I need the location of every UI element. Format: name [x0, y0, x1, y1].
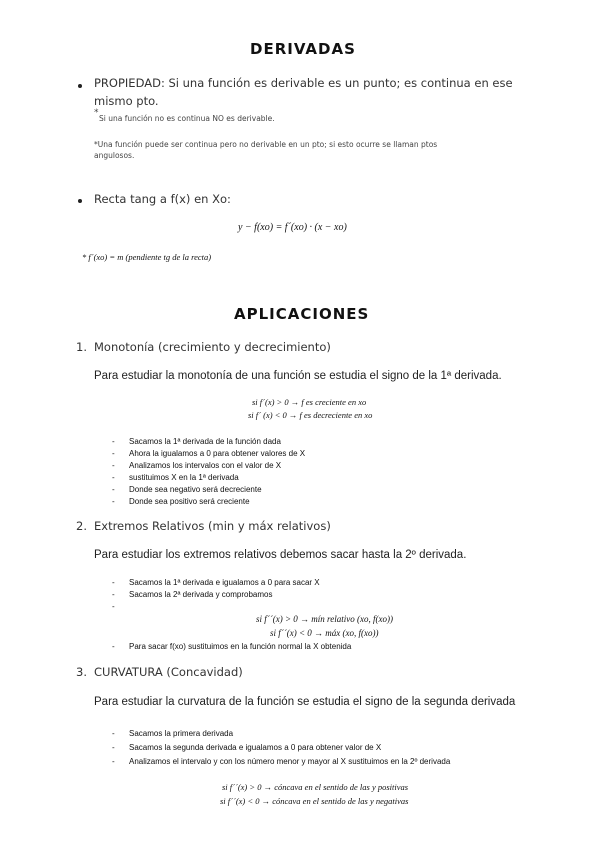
page-title: DERIVADAS: [250, 40, 356, 58]
section2-number: 2.: [76, 519, 87, 533]
propiedad-note1: Si una función no es continua NO es derivable.: [99, 114, 275, 123]
bullet-recta: [78, 199, 82, 203]
section1-formula2: si f´ (x) < 0 → f es decreciente en xo: [248, 410, 373, 420]
section1-list-item: - Donde sea negativo será decreciente: [112, 485, 262, 494]
section3-list-item: - Sacamos la segunda derivada e igualamos a 0 para obtener valor de X: [112, 743, 382, 752]
section3-intro: Para estudiar la curvatura de la función se estudia el signo de la segunda derivada: [94, 696, 516, 708]
section1-intro: Para estudiar la monotonía de una función se estudia el signo de la 1ª derivada.: [94, 370, 502, 382]
section3-title: CURVATURA (Concavidad): [94, 665, 243, 679]
propiedad-text-line2: mismo pto.: [94, 94, 159, 108]
section2-last-item: - Para sacar f(xo) sustituimos en la función normal la X obtenida: [112, 642, 352, 651]
section3-list-item: - Sacamos la primera derivada: [112, 729, 234, 738]
section2-formula2: si f´´(x) < 0 → máx (xo, f(xo)): [270, 628, 379, 638]
bullet-propiedad: [78, 84, 82, 88]
section2-intro: Para estudiar los extremos relativos debemos sacar hasta la 2º derivada.: [94, 549, 467, 561]
propiedad-text-line1: PROPIEDAD: Si una función es derivable es un punto; es continua en ese: [94, 76, 513, 90]
section1-formula1: si f´(x) > 0 → f es creciente en xo: [252, 397, 367, 407]
recta-formula: y − f(xo) = f´(xo) · (x − xo): [238, 222, 347, 233]
section3-formula1: si f´´(x) > 0 → cóncava en el sentido de las y positivas: [222, 782, 409, 792]
propiedad-note-star: *: [94, 108, 99, 118]
section2-list-item: - Sacamos la 2ª derivada y comprobamos: [112, 590, 273, 599]
propiedad-note2-line2: angulosos.: [94, 151, 135, 160]
section2-list-item: - Sacamos la 1ª derivada e igualamos a 0 para sacar X: [112, 578, 320, 587]
section1-list-item: - Sacamos la 1ª derivada de la función dada: [112, 437, 281, 446]
section3-list-item: - Analizamos el intervalo y con los número menor y mayor al X sustituimos en la 2º derivada: [112, 757, 451, 766]
section1-list-item: - Ahora la igualamos a 0 para obtener valores de X: [112, 449, 306, 458]
section2-title: Extremos Relativos (min y máx relativos): [94, 519, 331, 533]
section1-list-item: - Donde sea positivo será creciente: [112, 497, 250, 506]
recta-note: * f´(xo) = m (pendiente tg de la recta): [82, 252, 212, 262]
section3-formula2: si f´´(x) < 0 → cóncava en el sentido de las y negativas: [220, 796, 409, 806]
aplicaciones-title: APLICACIONES: [234, 305, 370, 323]
section1-title: Monotonía (crecimiento y decrecimiento): [94, 340, 331, 354]
section1-list-item: - sustituimos X en la 1ª derivada: [112, 473, 239, 482]
section3-number: 3.: [76, 665, 87, 679]
section1-list-item: - Analizamos los intervalos con el valor de X: [112, 461, 282, 470]
section1-number: 1.: [76, 340, 87, 354]
section2-formula1: si f´´(x) > 0 → mín relativo (xo, f(xo)): [256, 614, 393, 624]
propiedad-note2-line1: *Una función puede ser continua pero no derivable en un pto; si esto ocurre se llaman ptos: [94, 140, 438, 149]
recta-label: Recta tang a f(x) en Xo:: [94, 192, 231, 206]
